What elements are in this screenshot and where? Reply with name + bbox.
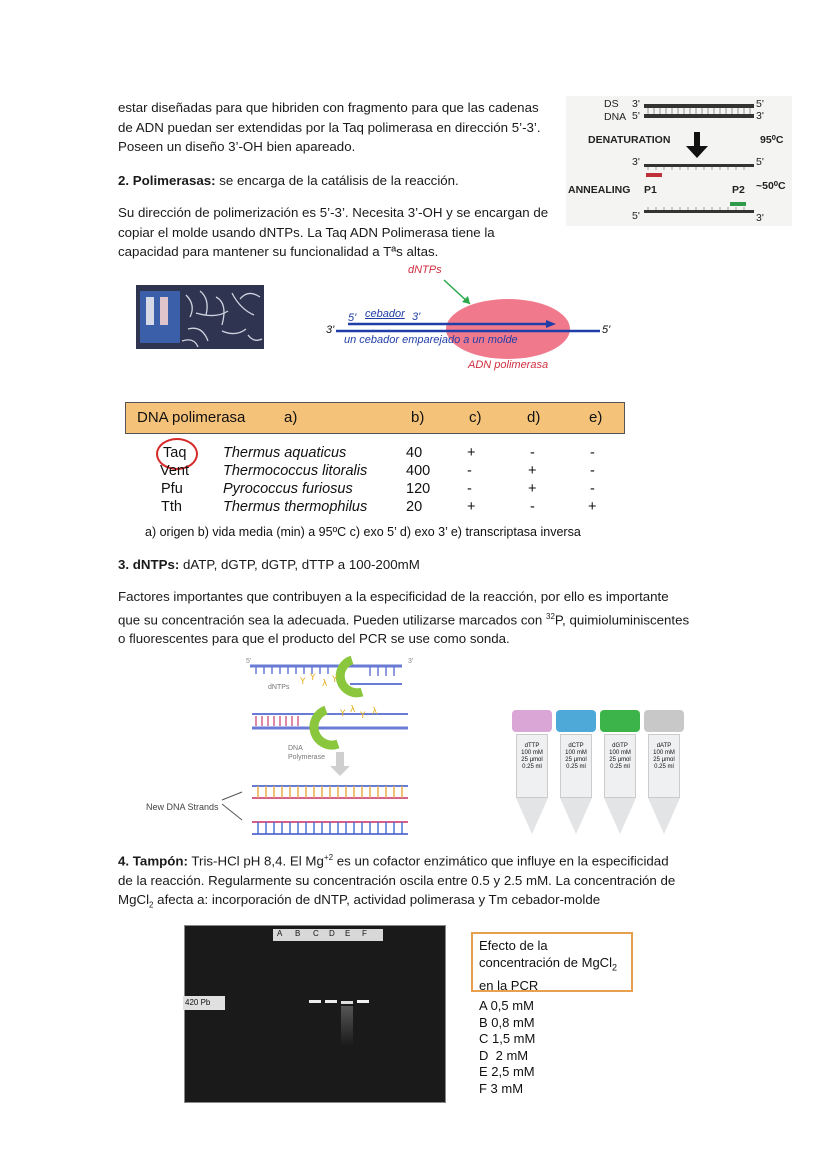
tube [512,710,552,840]
primer-polymerase-diagram [320,262,640,378]
tube-cap [512,710,552,732]
size-marker-label: 420 Pb [183,996,225,1010]
section-4-line-1 [118,848,718,871]
tube-label-conc: 100 mM [565,750,587,756]
row-d: + [528,481,537,497]
end-5-mid: 5' [756,156,764,168]
dntp-figure-svg [140,652,420,842]
section-2-title-text: se encarga de la catálisis de la reacción. [215,173,459,188]
tube-label [648,734,680,798]
legend-item: B 0,8 mM [479,1014,535,1030]
section-2-paragraph [118,203,558,262]
section-3-line-2a: que su concentración sea la adecuada. Pueden utilizarse marcados con [118,611,546,627]
tube [556,710,596,840]
section-2-line-3: capacidad para mantener su funcionalidad a Tªs altas. [118,244,439,259]
section-4-title: 4. Tampón: [118,853,188,869]
lane-label: A [277,929,283,938]
fig-5-label: 5' [246,658,252,665]
row-e: - [590,463,595,479]
polymerase-blob [446,299,570,359]
gel-band [325,1000,337,1003]
tube [644,710,684,840]
section-3-heading [118,555,718,575]
gel-band [357,1000,369,1003]
legend-title-line-3: en la PCR [479,977,539,993]
legend-title-line-2 [479,954,625,977]
header-d: d) [527,409,541,426]
p1-label: P1 [644,184,657,196]
row-organism: Thermus aquaticus [223,445,347,461]
tube-label-name: dGTP [612,743,628,749]
tube-label-vol: 0.25 ml [610,764,630,770]
svg-text:Y: Y [300,677,306,687]
row-b: 120 [406,481,431,497]
tube-label-conc: 100 mM [521,750,543,756]
row-organism: Thermococcus litoralis [223,463,368,479]
section-3-line-2b: P, quimioluminiscentes [554,611,690,627]
end-3-top: 3' [632,98,640,110]
legend-item: F 3 mM [479,1080,524,1096]
primer-p2-mark [730,202,746,206]
new-strands [222,786,408,834]
pcr-cycle-diagram [566,96,792,226]
row-c: + [467,445,476,461]
legend-item: D 2 mM [479,1047,529,1063]
denaturation-label: DENATURATION [588,134,671,146]
row-e: + [588,499,597,515]
tube-label-name: dATP [656,743,672,749]
bacteria-photo-svg [136,285,264,349]
tube-label-name: dTTP [524,743,540,749]
svg-text:Y: Y [340,709,346,719]
new-dna-strands-label: New DNA Strands [146,802,219,812]
section-2-line-2: copiar el molde usando dNTPs. La Taq ADN Polimerasa tiene la [118,224,495,240]
header-c: c) [469,409,482,426]
lane-label: B [295,929,301,938]
svg-text:Y: Y [310,673,316,683]
table-footnote: a) origen b) vida media (min) a 95ºC c) exo 5’ d) exo 3’ e) transcriptasa inversa [145,525,581,539]
table-header [125,402,625,434]
tube-label-conc: 100 mM [609,750,631,756]
end-5-topright: 5' [756,98,764,110]
section-2-title: 2. Polimerasas: [118,173,216,188]
tube-label [516,734,548,798]
tube-label-vol: 0.25 ml [566,764,586,770]
row-name: Tth [161,499,182,515]
section-3-line-2 [118,607,718,630]
section-4-line-3a: MgCl [118,892,150,908]
primer-3-label: 3' [412,311,421,323]
legend-title-line-2a: concentración de MgCl [479,955,612,970]
row-d: - [530,445,535,461]
tube-label-amount: 25 µmol [653,757,675,763]
isotope-superscript: 32 [546,611,555,621]
section-4-line-3b: afecta a: incorporación de dNTP, actividad polimerasa y Tm cebador-molde [153,892,601,908]
gel-band [341,1001,353,1004]
temp-95-label: 95⁰C [760,134,784,146]
section-4-line-2: de la reacción. Regularmente su concentración oscila entre 0.5 y 2.5 mM. La concentración de [118,872,676,888]
header-dna-polimerasa: DNA polimerasa [137,409,246,426]
header-b: b) [411,409,425,426]
tube-label-vol: 0.25 ml [522,764,542,770]
tube-tip [648,798,680,834]
gel-band [309,1000,321,1003]
row-b: 40 [406,445,423,461]
row-d: - [530,499,535,515]
gel-legend-items [479,998,535,1097]
primer-5-label: 5' [348,312,357,324]
row-name: Pfu [161,481,183,497]
section-3-line-1: Factores importantes que contribuyen a la especificidad de la reacción, por ello es importante [118,589,669,604]
legend-item: C 1,5 mM [479,1031,536,1046]
tube-cap [600,710,640,732]
row-name: Taq [163,445,187,461]
dna-label: DNA [604,111,627,123]
primer-p1-mark [646,173,662,177]
intro-paragraph [118,98,558,157]
section-4-paragraph [118,848,718,916]
header-a: a) [284,409,298,426]
gel-smear [341,1006,353,1046]
section-3-line-3: o fluorescentes para que el producto del PCR se use como sonda. [118,631,510,647]
tube [600,710,640,840]
tube-label [560,734,592,798]
fig-3-label: 3' [408,658,414,665]
row-d: + [528,463,537,479]
section-4-text-a: Tris-HCl pH 8,4. El Mg [187,853,324,869]
section-3-paragraph [118,587,718,649]
tube-tip [604,798,636,834]
table-row [125,498,625,516]
row-c: - [467,463,472,479]
ds-dna-label [604,98,626,124]
gel-legend-box [471,932,633,992]
tube-cap [556,710,596,732]
dntp-incorporation-figure [140,652,420,842]
row-c: + [467,499,476,515]
intro-line-1: estar diseñadas para que hibriden con fragmento para que las cadenas [118,100,539,115]
svg-text:λ: λ [372,707,378,717]
end-3-bottom: 3' [756,212,764,224]
end-3-mid: 3' [632,156,640,168]
header-e: e) [589,409,603,426]
svg-text:λ: λ [350,705,356,715]
tube-label-vol: 0.25 ml [654,764,674,770]
end-5-top: 5' [632,110,640,122]
row-name: Vent [160,463,190,479]
mgcl2-subscript: 2 [149,901,154,911]
row-organism: Thermus thermophilus [223,499,368,515]
legend-title-line-1: Efecto de la [479,938,548,953]
cebador-label: cebador [365,308,405,320]
tube-cap [644,710,684,732]
tube-label-conc: 100 mM [653,750,675,756]
legend-mgcl2-subscript: 2 [611,962,617,973]
legend-item: E 2,5 mM [479,1064,535,1079]
tube-label-amount: 25 µmol [521,757,543,763]
strand-pair-2 [252,705,408,745]
dntp-tubes-photo [506,710,698,842]
down-arrow-icon [330,752,350,776]
row-c: - [467,481,472,497]
annealing-label: ANNEALING [568,184,631,196]
section-4-line-3 [118,890,718,915]
table-row [125,462,625,480]
fig-polymerase-label: DNA Polymerase [288,745,325,761]
row-b: 400 [406,463,431,479]
lane-label: D [329,929,335,938]
tube-tip [516,798,548,834]
thermus-bacteria-photo [136,285,264,349]
row-b: 20 [406,499,423,515]
intro-line-2: de ADN puedan ser extendidas por la Taq polimerasa en dirección 5’-3’. [118,119,541,135]
molde-label: un cebador emparejado a un molde [344,334,518,346]
temp-50-label: ~50⁰C [756,180,786,192]
dntps-label: dNTPs [408,264,442,276]
end-5-bottom: 5' [632,210,640,222]
template-3-label: 3' [326,324,335,336]
denaturation-arrow-icon [686,132,708,158]
agarose-gel-image [184,925,446,1103]
svg-text:λ: λ [322,679,328,689]
fig-dntps-label: dNTPs [268,684,290,691]
lane-label: F [362,929,367,938]
tube-label-amount: 25 µmol [609,757,631,763]
adn-polimerasa-label: ADN polimerasa [468,359,549,371]
intro-line-3: Poseen un diseño 3’-OH bien apareado. [118,139,356,154]
tube-label [604,734,636,798]
tube-label-amount: 25 µmol [565,757,587,763]
table-row [125,480,625,498]
section-4-text-b: es un cofactor enzimático que influye en la especificidad [333,853,669,869]
row-e: - [590,445,595,461]
template-5-label: 5' [602,324,611,336]
tube-label-name: dCTP [568,743,584,749]
end-3-topright: 3' [756,110,764,122]
polymerase-table [125,402,625,542]
svg-text:Y: Y [360,711,366,721]
section-2-heading [118,171,558,191]
ds-label: DS [604,98,619,110]
lane-label: C [313,929,319,938]
row-organism: Pyrococcus furiosus [223,481,353,497]
row-e: - [590,481,595,497]
legend-item: A 0,5 mM [479,998,534,1013]
table-row [125,444,625,462]
p2-label: P2 [732,184,745,196]
ds-dna-strands [644,104,754,118]
lane-label: E [345,929,351,938]
svg-text:Y: Y [332,675,338,685]
section-3-title-text: dATP, dGTP, dGTP, dTTP a 100-200mM [179,557,420,572]
mg-charge-superscript: +2 [323,853,334,862]
section-2-line-1: Su dirección de polimerización es 5’-3’. Necesita 3’-OH y se encargan de [118,205,549,220]
section-3-title: 3. dNTPs: [118,557,180,572]
tube-tip [560,798,592,834]
gel-lane-labels [273,929,383,941]
